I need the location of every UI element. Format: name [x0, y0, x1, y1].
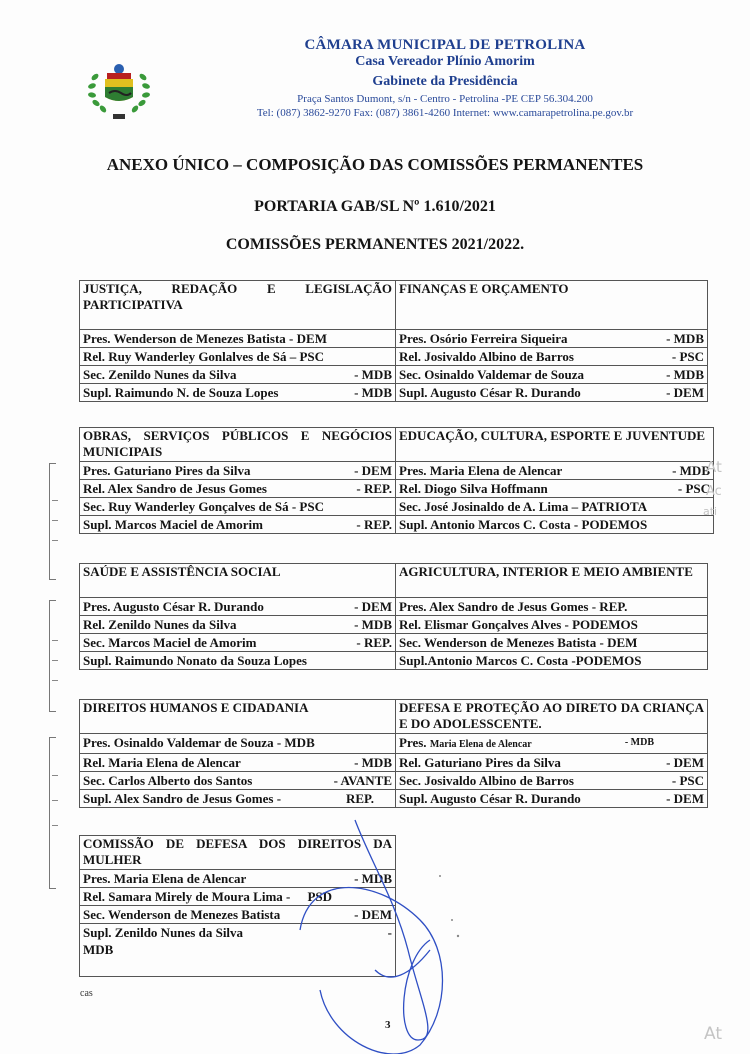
member-name: Rel. Samara Mirely de Moura Lima -	[83, 889, 291, 904]
committee-title: DEFESA E PROTEÇÃO AO DIRETO DA CRIANÇA E DO ADOLESSCENTE.	[396, 700, 708, 734]
member-cell	[80, 652, 396, 670]
member-cell	[396, 348, 708, 366]
member-party: - MDB	[354, 617, 392, 632]
member-party: - PSC	[671, 349, 704, 364]
member-party: - MDB	[354, 367, 392, 382]
member-name: Rel. Maria Elena de Alencar	[83, 755, 241, 770]
margin-tick	[52, 660, 58, 661]
member-cell	[80, 906, 396, 924]
member-name: Pres. Wenderson de Menezes Batista - DEM	[83, 331, 327, 346]
member-cell	[80, 462, 396, 480]
committee-title: COMISSÃO DE DEFESA DOS DIREITOS DA MULHER	[80, 836, 396, 870]
member-cell	[80, 348, 396, 366]
member-party: - DEM	[666, 385, 704, 400]
member-cell	[396, 384, 708, 402]
watermark-text: At	[706, 458, 722, 476]
margin-tick	[52, 800, 58, 801]
member-cell	[396, 652, 708, 670]
member-cell	[80, 498, 396, 516]
member-name: Rel. Josivaldo Albino de Barros	[399, 349, 574, 364]
member-party: - MDB	[354, 385, 392, 400]
member-cell	[80, 772, 396, 790]
address-line: Praça Santos Dumont, s/n - Centro - Petrolina -PE CEP 56.304.200	[297, 93, 593, 105]
margin-tick	[52, 520, 58, 521]
member-cell	[396, 498, 714, 516]
committee-table-1	[79, 280, 708, 402]
member-name: Rel. Alex Sandro de Jesus Gomes	[83, 481, 267, 496]
member-cell	[396, 772, 708, 790]
committee-title: OBRAS, SERVIÇOS PÚBLICOS E NEGÓCIOS MUNICIPAIS	[80, 428, 396, 462]
member-cell	[80, 634, 396, 652]
member-cell	[396, 634, 708, 652]
member-cell	[396, 516, 714, 534]
member-cell	[396, 790, 708, 808]
member-cell	[396, 754, 708, 772]
initials: cas	[80, 988, 93, 999]
member-cell	[80, 598, 396, 616]
member-party: - DEM	[354, 907, 392, 922]
watermark-text: At	[704, 1024, 722, 1044]
member-party: - DEM	[666, 791, 704, 806]
margin-tick	[52, 775, 58, 776]
member-prefix: Pres.	[399, 735, 427, 750]
member-cell	[80, 330, 396, 348]
margin-bracket	[49, 463, 56, 580]
member-name: Rel. Elismar Gonçalves Alves - PODEMOS	[399, 617, 638, 632]
margin-tick	[52, 680, 58, 681]
member-name: Supl. Alex Sandro de Jesus Gomes -	[83, 791, 282, 806]
member-party: - DEM	[666, 755, 704, 770]
member-name: Sec. Wenderson de Menezes Batista - DEM	[399, 635, 638, 650]
member-name: Supl. Marcos Maciel de Amorim	[83, 517, 263, 532]
house-name: Casa Vereador Plínio Amorim	[355, 54, 535, 69]
member-cell	[80, 734, 396, 754]
member-cell	[396, 366, 708, 384]
member-dash: -	[387, 925, 392, 940]
member-party: - MDB	[666, 331, 704, 346]
member-name: Sec. Carlos Alberto dos Santos	[83, 773, 253, 788]
member-name: Pres. Alex Sandro de Jesus Gomes - REP.	[399, 599, 628, 614]
member-name: Pres. Maria Elena de Alencar	[83, 871, 247, 886]
member-name: Sec. Ruy Wanderley Gonçalves de Sá - PSC	[83, 499, 324, 514]
member-party: - DEM	[354, 599, 392, 614]
annex-title: ANEXO ÚNICO – COMPOSIÇÃO DAS COMISSÕES PERMANENTES	[106, 155, 644, 174]
member-name: Sec. Osinaldo Valdemar de Souza	[399, 367, 585, 382]
member-cell	[396, 480, 714, 498]
member-name: Pres. Maria Elena de Alencar	[399, 463, 563, 478]
margin-bracket	[49, 737, 56, 889]
member-cell	[80, 366, 396, 384]
ordinance-title: PORTARIA GAB/SL Nº 1.610/2021	[254, 198, 496, 215]
member-party: - MDB	[666, 367, 704, 382]
committee-title: AGRICULTURA, INTERIOR E MEIO AMBIENTE	[396, 564, 708, 598]
margin-tick	[52, 500, 58, 501]
margin-bracket	[49, 600, 56, 712]
member-name: Pres. Osório Ferreira Siqueira	[399, 331, 568, 346]
member-cell	[396, 330, 708, 348]
watermark-text: ati	[703, 505, 718, 518]
member-name: Sec. Wenderson de Menezes Batista	[83, 907, 281, 922]
member-name: Sec. Marcos Maciel de Amorim	[83, 635, 257, 650]
member-name: Pres. Gaturiano Pires da Silva	[83, 463, 251, 478]
member-cell	[80, 888, 396, 906]
member-name: Supl. Zenildo Nunes da Silva	[83, 925, 244, 940]
member-name: Supl. Raimundo N. de Souza Lopes	[83, 385, 279, 400]
member-cell	[396, 598, 708, 616]
member-name: Rel. Zenildo Nunes da Silva	[83, 617, 237, 632]
member-cell	[80, 754, 396, 772]
member-cell	[80, 790, 396, 808]
member-party: - MDB	[624, 737, 654, 748]
committee-table-4	[79, 699, 708, 808]
member-party: - REP.	[356, 517, 392, 532]
office-name: Gabinete da Presidência	[372, 74, 518, 89]
member-cell	[80, 924, 396, 977]
member-name: Rel. Diogo Silva Hoffmann	[399, 481, 548, 496]
member-cell	[80, 516, 396, 534]
member-name: Sec. José Josinaldo de A. Lima – PATRIOTA	[399, 499, 648, 514]
committee-title: JUSTIÇA, REDAÇÃO E LEGISLAÇÃO PARTICIPATIVA	[80, 281, 396, 330]
contact-line: Tel: (087) 3862-9270 Fax: (087) 3861-4260 Internet: www.camarapetrolina.pe.gov.br	[256, 107, 634, 119]
member-cell	[396, 462, 714, 480]
municipal-coat-of-arms-icon	[85, 57, 153, 123]
committee-table-2	[79, 427, 714, 534]
member-party: - REP.	[356, 635, 392, 650]
member-name: Supl.Antonio Marcos C. Costa -PODEMOS	[399, 653, 642, 668]
margin-tick	[52, 540, 58, 541]
member-cell	[396, 734, 708, 754]
margin-tick	[52, 640, 58, 641]
watermark-text: Ac	[706, 484, 722, 499]
member-party: - REP.	[356, 481, 392, 496]
member-name: Supl. Augusto César R. Durando	[399, 791, 581, 806]
member-party: - MDB	[354, 871, 392, 886]
member-name: Rel. Ruy Wanderley Gonlalves de Sá – PSC	[83, 349, 325, 364]
committee-table-3	[79, 563, 708, 670]
member-cell	[396, 616, 708, 634]
member-name: Supl. Antonio Marcos C. Costa - PODEMOS	[399, 517, 648, 532]
member-name: Maria Elena de Alencar	[429, 739, 532, 750]
member-cell	[80, 480, 396, 498]
member-party: - DEM	[354, 463, 392, 478]
member-party: PSD	[307, 889, 332, 904]
member-name: Rel. Gaturiano Pires da Silva	[399, 755, 561, 770]
member-party: REP.	[345, 791, 374, 806]
member-name: Supl. Augusto César R. Durando	[399, 385, 581, 400]
member-cell	[80, 616, 396, 634]
women-committee-table	[79, 835, 396, 977]
member-cell	[80, 870, 396, 888]
committee-title: FINANÇAS E ORÇAMENTO	[396, 281, 708, 330]
member-name: Pres. Augusto César R. Durando	[83, 599, 264, 614]
member-party: - PSC	[677, 481, 710, 496]
committee-title: DIREITOS HUMANOS E CIDADANIA	[80, 700, 396, 734]
committee-title: EDUCAÇÃO, CULTURA, ESPORTE E JUVENTUDE	[396, 428, 714, 462]
member-cell	[80, 384, 396, 402]
member-name: Supl. Raimundo Nonato da Souza Lopes	[83, 653, 307, 668]
member-name: Pres. Osinaldo Valdemar de Souza - MDB	[83, 735, 315, 750]
committee-title: SAÚDE E ASSISTÊNCIA SOCIAL	[80, 564, 396, 598]
institution-name: CÂMARA MUNICIPAL DE PETROLINA	[304, 37, 586, 53]
member-name: Sec. Josivaldo Albino de Barros	[399, 773, 574, 788]
page-number: 3	[385, 1019, 391, 1031]
member-party: - PSC	[671, 773, 704, 788]
margin-tick	[52, 825, 58, 826]
member-party: - MDB	[354, 755, 392, 770]
member-party: - MDB	[672, 463, 710, 478]
member-party: - AVANTE	[333, 773, 392, 788]
member-name: Sec. Zenildo Nunes da Silva	[83, 367, 237, 382]
member-party: MDB	[83, 942, 114, 957]
committees-title: COMISSÕES PERMANENTES 2021/2022.	[225, 236, 525, 253]
